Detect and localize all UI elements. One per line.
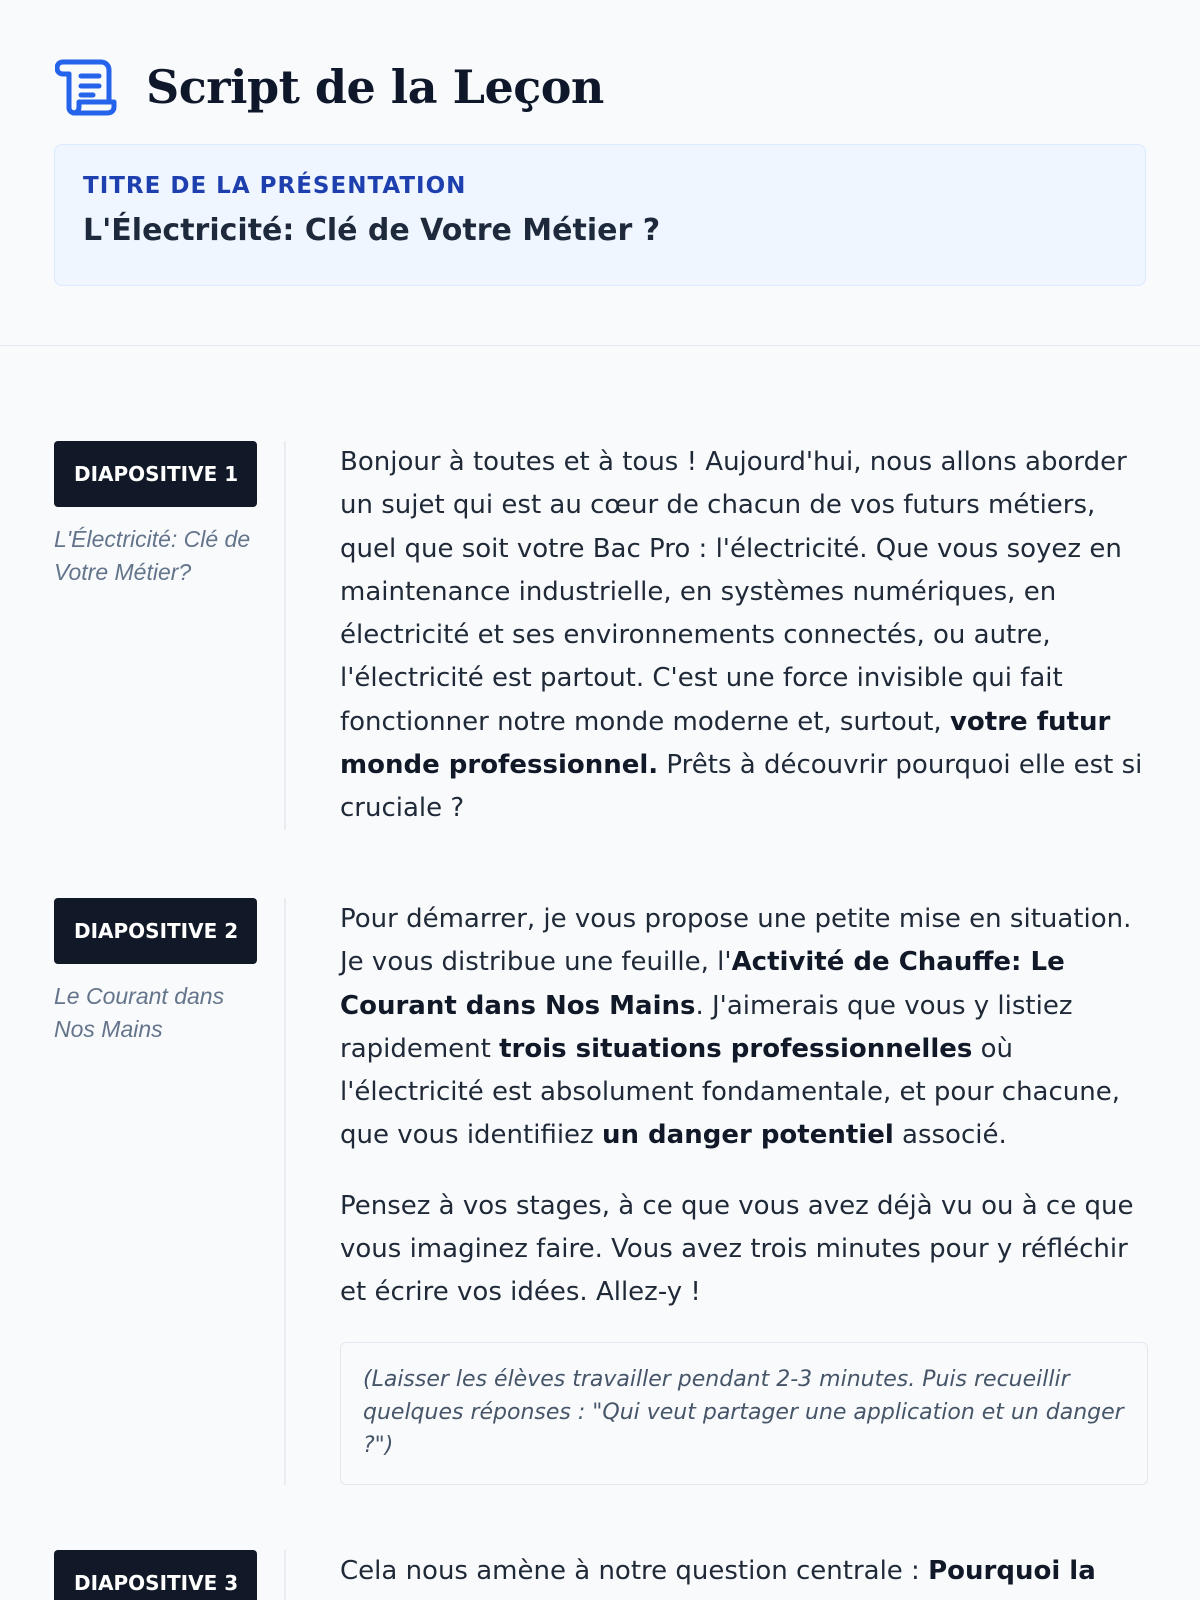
bold-text: Pourquoi la [928, 1556, 1096, 1586]
slide-script-text [340, 1550, 1148, 1593]
text-run: Pour démarrer, je vous propose une petite mise en situation. Je vous distribue une feuille, l' [340, 904, 1132, 978]
presentation-label: TITRE DE LA PRÉSENTATION [83, 173, 467, 199]
slide-divider-line [284, 1550, 286, 1600]
header-title-row [54, 52, 1146, 122]
script-paragraph: Pensez à vos stages, à ce que vous avez déjà vu ou à ce que vous imaginez faire. Vous avez trois minutes pour y réfléchir et écrire vos idées. Allez-y ! [340, 1190, 1134, 1308]
slide-badge: DIAPOSITIVE 2 [54, 898, 257, 964]
slide-subtitle: Le Courant dans Nos Mains [54, 983, 225, 1042]
bold-text: Activité de Chauffe: Le Courant dans Nos Mains [340, 947, 1065, 1021]
slide-script-text [340, 441, 1148, 831]
text-run: où l'électricité est absolument fondamentale, et pour chacune, que vous identifiiez [340, 1033, 1120, 1151]
slide-script-text [340, 898, 1148, 1485]
slide-divider-line [284, 441, 286, 830]
bold-text: trois situations professionnelles [499, 1033, 973, 1064]
slide-badge: DIAPOSITIVE 3 [54, 1550, 257, 1600]
bold-text: un danger potentiel [601, 1120, 894, 1151]
text-run: Bonjour à toutes et à tous ! Aujourd'hui, nous allons aborder un sujet qui est au cœur de chacun de vos futurs métiers, quel que soit votre Bac Pro : l'électricité. Que vous soyez en maintenance industrielle, en systèmes numériques, en électricité et ses environnements connectés, ou autre, l'électricité est partout. C'est une force invisible qui fait fonctionner notre monde moderne et, surtout, [340, 447, 1127, 737]
presentation-title: L'Électricité: Clé de Votre Métier ? [83, 213, 661, 248]
presentation-title-box [54, 144, 1146, 286]
header-divider [0, 345, 1200, 346]
header [0, 0, 1200, 293]
text-run: Cela nous amène à notre question centrale : [340, 1556, 929, 1586]
text-run: associé. [893, 1120, 1007, 1151]
slide-divider-line [284, 898, 286, 1485]
bold-text: votre futur monde professionnel. [340, 706, 1111, 781]
text-run: . J'aimerais que vous y listiez rapidement [340, 990, 1073, 1064]
script-paragraph [340, 441, 1148, 831]
text-run: Prêts à découvrir pourquoi elle est si cruciale ? [340, 750, 1143, 824]
slide-meta [54, 1550, 258, 1600]
script-paragraph [340, 1550, 1148, 1593]
page-title: Script de la Leçon [146, 60, 604, 114]
teacher-note: (Laisser les élèves travailler pendant 2-3 minutes. Puis recueillir quelques réponses : "Qui veut partager une application et un danger ?") [340, 1342, 1148, 1485]
slide-meta [54, 441, 258, 589]
slide-meta [54, 898, 258, 1046]
slide-badge: DIAPOSITIVE 1 [54, 441, 257, 507]
script-paragraph [340, 898, 1148, 1158]
slide-subtitle: L'Électricité: Clé de Votre Métier? [54, 526, 251, 585]
scroll-icon [54, 55, 118, 119]
